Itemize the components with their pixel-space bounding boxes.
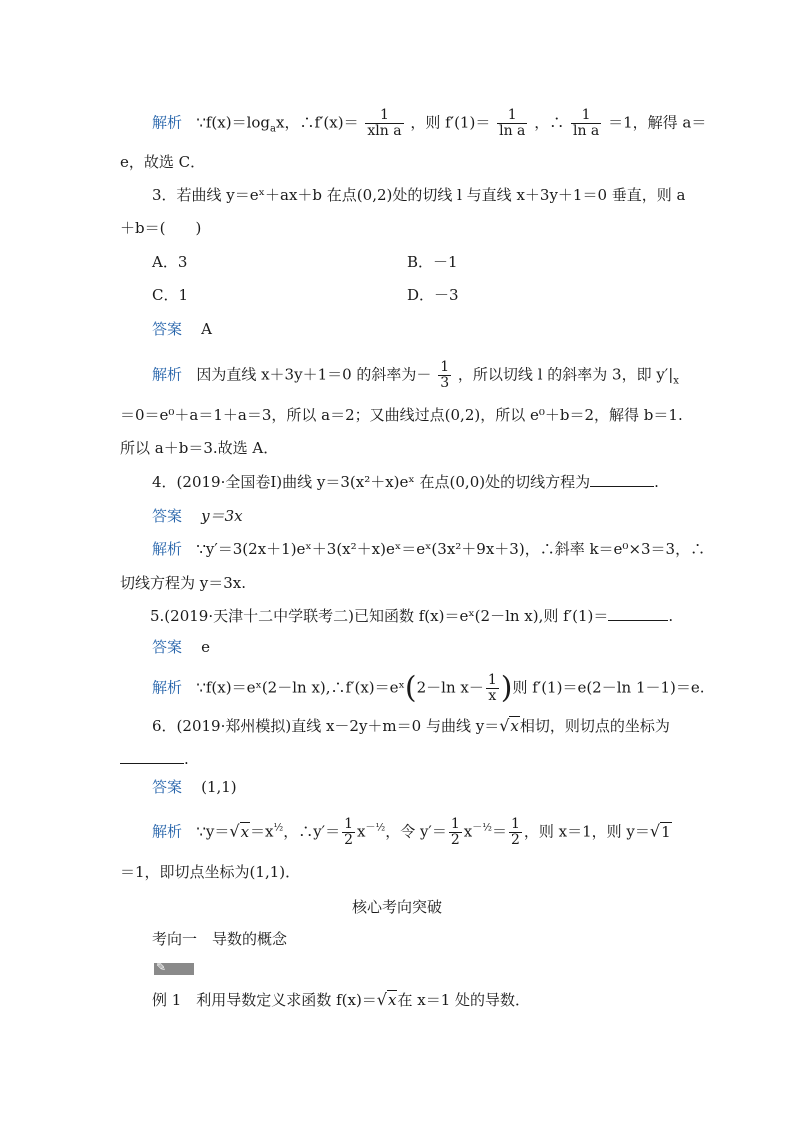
q4-answer-line: [152, 506, 243, 526]
q6-analysis-text: ，令 y′＝: [385, 822, 447, 841]
q6-answer-line: [152, 777, 237, 797]
q5-analysis-text: ∵f(x)＝eˣ(2－ln x),∴f′(x)＝eˣ: [196, 678, 405, 697]
q6-stem: 6．(2019·郑州模拟)直线 x－2y＋m＝0 与曲线 y＝: [152, 717, 500, 735]
q6-analysis-text: x: [463, 822, 473, 841]
q2-analysis-text: ，∴: [534, 113, 565, 132]
q3-stem-line-1: 3．若曲线 y＝eˣ＋ax＋b 在点(0,2)处的切线 l 与直线 x＋3y＋1＝0 垂直，则 a: [152, 186, 686, 204]
q5-answer-line: [152, 637, 210, 657]
analysis-label: 解析: [152, 540, 183, 558]
q6-answer-blank-line: .: [120, 749, 189, 769]
analysis-label: 解析: [152, 365, 183, 384]
q2-analysis-text: x，∴f′(x)＝: [276, 113, 359, 132]
sqrt-icon: √: [376, 990, 387, 1009]
q3-subscript: x: [673, 375, 679, 387]
q4-analysis-line-2: 切线方程为 y＝3x.: [120, 574, 247, 592]
sqrt-icon: √: [229, 821, 240, 841]
q3-option-b: B．－1: [407, 253, 458, 271]
q6-fraction-c: $\frac{1}{2}$: [510, 816, 520, 848]
answer-label: 答案: [152, 638, 183, 656]
q5-answer: e: [201, 638, 210, 656]
q6-analysis-text: ∵y＝: [196, 822, 230, 841]
q2-analysis-line: [152, 108, 706, 140]
example-text: 在 x＝1 处的导数．: [397, 991, 531, 1009]
sqrt-icon: √: [499, 716, 510, 735]
answer-label: 答案: [152, 778, 183, 796]
q6-exponent: ½: [273, 822, 284, 834]
q6-answer: (1,1): [201, 778, 237, 796]
q6-exponent: －½: [365, 822, 386, 834]
q6-radicand: x: [240, 822, 250, 841]
q2-analysis-line-2: e，故选 C．: [120, 153, 206, 171]
q6-stem: 相切，则切点的坐标为: [519, 717, 670, 735]
q3-option-c: C．1: [152, 286, 189, 304]
q6-analysis-text: ＝x: [250, 822, 274, 841]
analysis-label: 解析: [152, 822, 183, 841]
q4-analysis-text: ∵y′＝3(2x＋1)eˣ＋3(x²＋x)eˣ＝eˣ(3x²＋9x＋3)，∴斜率 k＝e⁰×3＝3，∴: [196, 540, 706, 558]
q5-fraction: $\frac{1}{x}$: [487, 672, 497, 704]
q6-analysis-line-1: [152, 817, 672, 848]
q2-fraction-1: $\frac{1}{\text{xln a}}$: [367, 107, 402, 139]
q6-analysis-line-2: ＝1，即切点坐标为(1,1)．: [120, 863, 301, 881]
q2-analysis-text: ∵f(x)＝log: [196, 113, 271, 132]
sqrt-icon: √: [649, 821, 661, 841]
q5-analysis-line: [152, 670, 705, 706]
analysis-label: 解析: [152, 113, 183, 132]
left-paren: (: [404, 670, 417, 706]
q3-option-a: A．3: [152, 253, 188, 271]
q3-analysis-text: 因为直线 x＋3y＋1＝0 的斜率为－: [196, 365, 432, 384]
section-subtitle: 考向一 导数的概念: [152, 930, 288, 948]
q3-analysis-line-2: ＝0＝e⁰＋a＝1＋a＝3，所以 a＝2；又曲线过点(0,2)，所以 e⁰＋b＝2，解得 b＝1.: [120, 406, 683, 424]
q3-analysis-line-3: 所以 a＋b＝3.故选 A．: [120, 439, 279, 457]
q3-fraction: $\frac{1}{3}$: [440, 359, 450, 391]
right-paren: ): [500, 670, 513, 706]
pencil-icon: ✎: [156, 960, 167, 974]
pencil-icon-box: [154, 960, 194, 975]
q6-exponent: －½: [472, 822, 492, 834]
q2-analysis-text: ，则 f′(1)＝: [410, 113, 491, 132]
q3-analysis-line-1: [152, 360, 679, 392]
q2-analysis-text: ＝1，解得 a＝: [608, 113, 707, 132]
example-radicand: x: [388, 991, 397, 1009]
q3-analysis-text: ，所以切线 l 的斜率为 3，即 y′|: [457, 365, 674, 384]
q6-analysis-text: ，则 x＝1，则 y＝: [523, 822, 650, 841]
q6-analysis-text: ＝: [491, 822, 507, 841]
section-title: 核心考向突破: [351, 898, 442, 916]
q6-analysis-text: x: [357, 822, 366, 841]
q5-stem: 5.(2019·天津十二中学联考二)已知函数 f(x)＝eˣ(2－ln x),则 f′(1)＝: [150, 607, 609, 625]
q6-analysis-text: ，∴y′＝: [283, 822, 341, 841]
q4-answer-blank: [590, 472, 654, 487]
q3-option-d: D．－3: [407, 286, 459, 304]
q6-radicand: 1: [661, 822, 671, 841]
q2-fraction-2: $\frac{1}{\text{ln a}}$: [499, 107, 526, 139]
q3-answer-line: [152, 319, 212, 339]
q4-analysis-line-1: [152, 539, 705, 559]
q5-stem-line: 5.(2019·天津十二中学联考二)已知函数 f(x)＝eˣ(2－ln x),则 f′(1)＝ .: [150, 607, 674, 625]
q5-analysis-text: 则 f′(1)＝e(2－ln 1－1)＝e.: [512, 678, 705, 697]
q5-answer-blank: [608, 606, 668, 621]
q6-stem-line: [152, 716, 670, 736]
q6-fraction-b: $\frac{1}{2}$: [450, 816, 460, 848]
example-text: 例 1 利用导数定义求函数 f(x)＝: [152, 991, 377, 1009]
q3-answer: A: [201, 320, 212, 338]
q6-fraction-a: $\frac{1}{2}$: [344, 816, 354, 848]
answer-label: 答案: [152, 507, 183, 525]
q6-radicand: x: [510, 717, 519, 735]
q2-log-base: a: [270, 123, 276, 135]
example-line: [152, 990, 530, 1010]
q4-stem-line: 4．(2019·全国卷Ⅰ)曲线 y＝3(x²＋x)eˣ 在点(0,0)处的切线方程为 .: [152, 473, 659, 491]
q4-stem: 4．(2019·全国卷Ⅰ)曲线 y＝3(x²＋x)eˣ 在点(0,0)处的切线方程为: [152, 473, 591, 491]
q5-analysis-text: 2－ln x－: [416, 678, 484, 697]
q6-answer-blank: [120, 749, 184, 764]
answer-label: 答案: [152, 320, 183, 338]
q3-stem-line-2: ＋b＝( ): [120, 219, 202, 237]
analysis-label: 解析: [152, 678, 183, 697]
q4-answer: y＝3x: [201, 507, 243, 525]
q2-fraction-3: $\frac{1}{\text{ln a}}$: [572, 107, 600, 139]
